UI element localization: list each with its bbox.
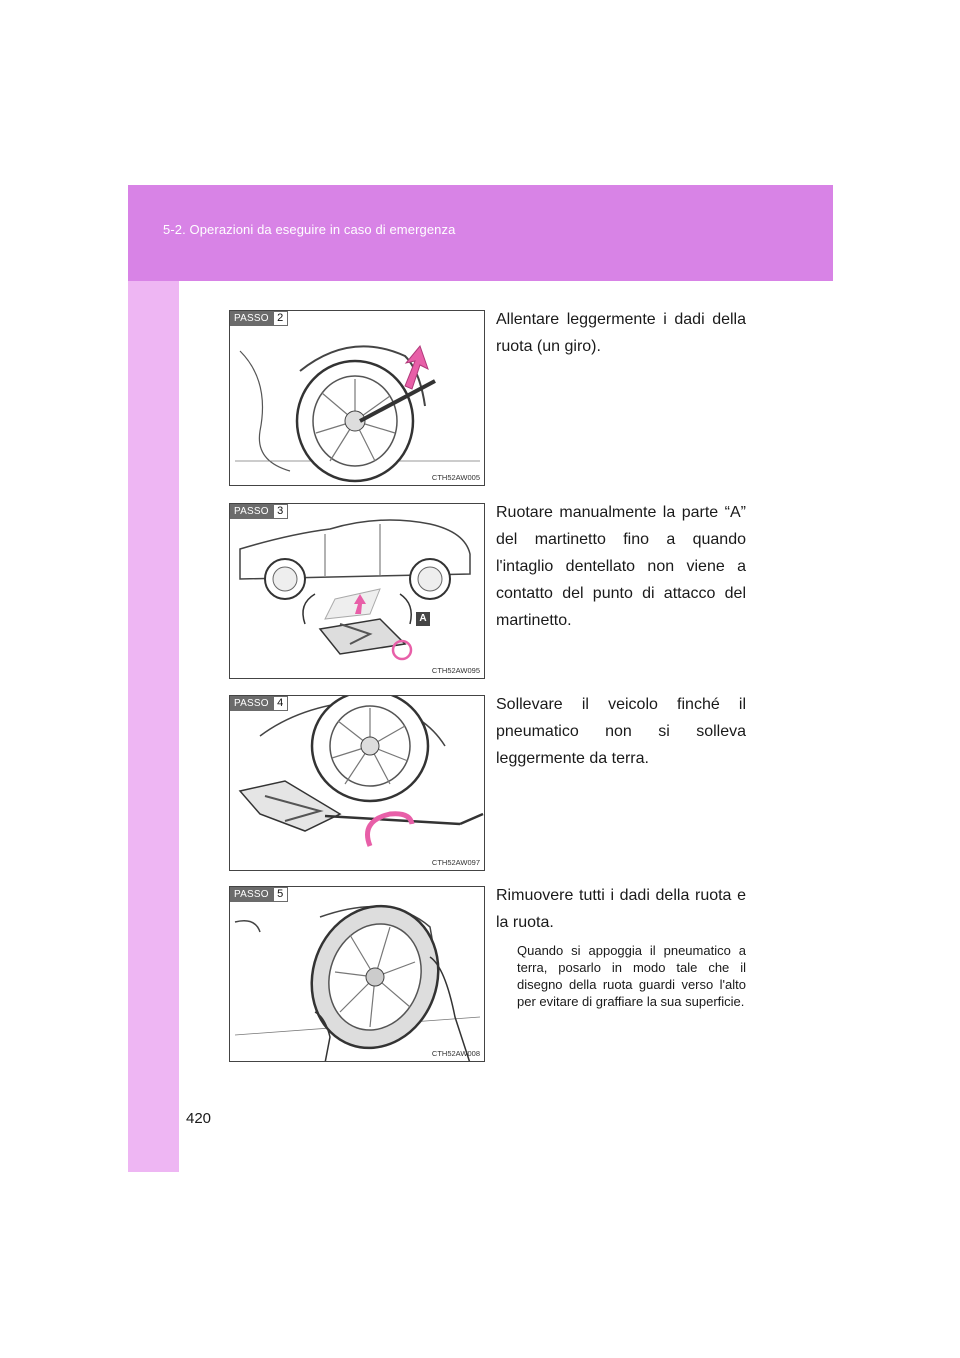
image-code: CTH52AW095 xyxy=(431,666,480,675)
step-2-illustration xyxy=(229,310,485,486)
step-2-text: Allentare leggermente i dadi della ruota (un giro). xyxy=(496,311,746,355)
raise-vehicle-illustration xyxy=(230,696,485,871)
wheel-wrench-illustration xyxy=(230,311,485,486)
car-jack-illustration xyxy=(230,504,485,679)
step-3-illustration xyxy=(229,503,485,679)
step-badge: PASSO 5 xyxy=(230,887,288,902)
step-4-illustration xyxy=(229,695,485,871)
step-5-illustration xyxy=(229,886,485,1062)
step-badge: PASSO 2 xyxy=(230,311,288,326)
step-5-text: Rimuovere tutti i dadi della ruota e la ruota. xyxy=(496,887,746,931)
image-code: CTH52AW097 xyxy=(431,858,480,867)
page-number: 420 xyxy=(186,1110,212,1127)
step-4-text: Sollevare il veicolo finché il pneumatico non si solleva leggermente da terra. xyxy=(496,696,746,767)
section-title: 5-2. Operazioni da eseguire in caso di emergenza xyxy=(163,222,456,237)
step-3-text: Ruotare manualmente la parte “A” del martinetto fino a quando l'intaglio dentellato non viene a contatto del punto di attacco del martinetto. xyxy=(496,504,746,629)
image-code: CTH52AW008 xyxy=(431,1049,480,1058)
step-badge: PASSO 3 xyxy=(230,504,288,519)
remove-wheel-illustration xyxy=(230,887,485,1062)
step-badge: PASSO 4 xyxy=(230,696,288,711)
side-band xyxy=(128,281,179,1172)
step-5-note: Quando si appoggia il pneumatico a terra, posarlo in modo tale che il disegno della ruota guardi verso l'alto per evitare di graffiare la sua superficie. xyxy=(517,943,746,1009)
image-code: CTH52AW005 xyxy=(431,473,480,482)
callout-a-label: A xyxy=(416,612,430,626)
